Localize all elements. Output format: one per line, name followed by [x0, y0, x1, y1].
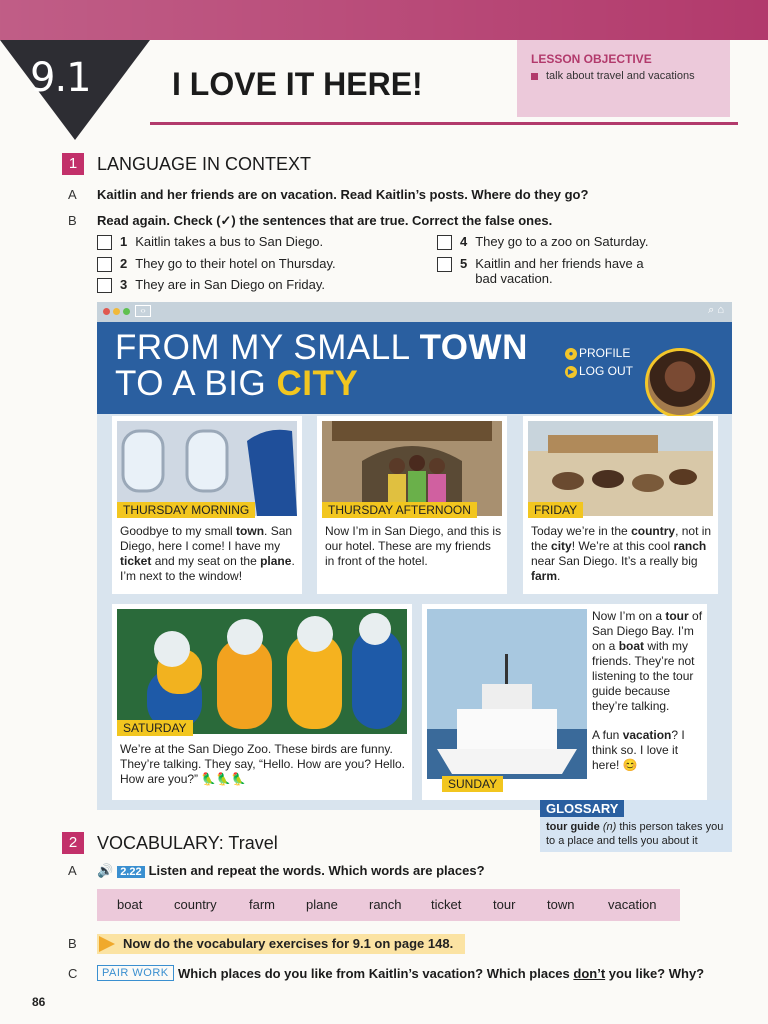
boat-photo [427, 609, 587, 779]
section-1-number: 1 [62, 153, 84, 175]
post-caption: THURSDAY AFTERNOON [322, 502, 477, 518]
post-card-thursday-morning [112, 416, 302, 594]
post-card-thursday-afternoon [317, 416, 507, 594]
checkbox-item-5[interactable]: 5 Kaitlin and her friends have a bad vacation. [437, 256, 667, 286]
parrot-emoji-icon: 🦜🦜🦜 [201, 772, 247, 786]
vocab-word: farm [249, 897, 275, 912]
top-color-band [0, 0, 768, 40]
lesson-number: 9.1 [30, 55, 91, 101]
vocab-word: tour [493, 897, 516, 912]
profile-icon: ● [565, 348, 577, 360]
post-card-sunday [422, 604, 707, 800]
section-2-title: VOCABULARY: Travel [97, 833, 278, 853]
post-caption: SUNDAY [442, 776, 503, 792]
browser-toolbar [97, 302, 732, 322]
header-divider [150, 122, 738, 125]
pair-work-label: PAIR WORK [97, 965, 174, 981]
checkbox[interactable] [437, 235, 452, 250]
nav-arrows-icon: ‹› [135, 305, 151, 317]
bullet-square-icon [531, 73, 538, 80]
arrow-icon [99, 936, 115, 952]
item-a-letter: A [68, 863, 77, 878]
checkbox[interactable] [437, 257, 452, 272]
item-b-letter: B [68, 213, 77, 228]
post-text: Now I’m on a tour of San Diego Bay. I’m on a boat with my friends. They’re not listening to the tour guide because they’re talking. [592, 609, 703, 713]
smile-emoji-icon: 😊 [622, 758, 638, 772]
minimize-dot-icon [113, 308, 120, 315]
objective-heading: LESSON OBJECTIVE [531, 52, 652, 66]
speaker-icon[interactable]: 🔊 [97, 863, 114, 878]
post-caption: THURSDAY MORNING [117, 502, 255, 518]
item-b-instruction: Read again. Check (✓) the sentences that are true. Correct the false ones. [97, 213, 553, 228]
section-1-title: LANGUAGE IN CONTEXT [97, 154, 312, 174]
lesson-objective-box [517, 40, 730, 117]
maximize-dot-icon [123, 308, 130, 315]
checkbox[interactable] [97, 235, 112, 250]
parrots-photo [117, 609, 407, 734]
checkbox-item-4[interactable]: 4 They go to a zoo on Saturday. [437, 234, 648, 250]
objective-item [531, 70, 716, 82]
search-home-icon: ⌕ ⌂ [708, 304, 724, 316]
blog-browser-window [97, 302, 732, 810]
vocab-word: ranch [369, 897, 402, 912]
item-a-letter: A [68, 187, 77, 202]
checkbox-item-3[interactable]: 3 They are in San Diego on Friday. [97, 277, 325, 293]
profile-link[interactable]: ● PROFILE [565, 346, 630, 360]
close-dot-icon [103, 308, 110, 315]
item-b-letter: B [68, 936, 77, 951]
blogger-avatar [645, 348, 715, 418]
page-title: I LOVE IT HERE! [172, 66, 423, 102]
post-text: We’re at the San Diego Zoo. These birds are funny. They’re talking. They say, “Hello. How are you? Hello. How are you?” 🦜🦜🦜 [120, 742, 406, 786]
objective-text: talk about travel and vacations [546, 70, 695, 82]
audio-track-badge[interactable]: 2.22 [117, 866, 144, 878]
vocab-word: country [174, 897, 217, 912]
vocab-word: vacation [608, 897, 657, 912]
post-text: Today we’re in the country, not in the city! We’re at this cool ranch near San Diego. It’s a really big farm. [531, 524, 712, 583]
checkbox[interactable] [97, 278, 112, 293]
page-number: 86 [32, 995, 46, 1009]
vocab-word: town [547, 897, 575, 912]
post-text: Now I’m in San Diego, and this is our hotel. These are my friends in front of the hotel. [325, 524, 502, 568]
logout-link[interactable]: ▶ LOG OUT [565, 364, 633, 378]
checkbox-item-2[interactable]: 2 They go to their hotel on Thursday. [97, 256, 336, 272]
post-caption: SATURDAY [117, 720, 193, 736]
vocabulary-word-bar [97, 889, 680, 921]
post-card-friday [523, 416, 718, 594]
exercise-reference-banner: Now do the vocabulary exercises for 9.1 on page 148. [97, 934, 465, 954]
item-a-instruction: Kaitlin and her friends are on vacation. Read Kaitlin’s posts. Where do they go? [97, 187, 589, 202]
post-text: Goodbye to my small town. San Diego, here I come! I have my ticket and my seat on the plane. I’m next to the window! [120, 524, 295, 583]
item-a-instruction: 🔊 2.22 Listen and repeat the words. Which words are places? [97, 863, 485, 878]
blog-title-line1: FROM MY SMALL TOWN [115, 328, 528, 367]
vocab-word: ticket [431, 897, 462, 912]
post-text-2: A fun vacation? I think so. I love it here! 😊 [592, 728, 685, 772]
post-caption: FRIDAY [528, 502, 583, 518]
post-card-saturday [112, 604, 412, 800]
section-2-number: 2 [62, 832, 84, 854]
item-c-letter: C [68, 966, 78, 981]
vocab-word: boat [117, 897, 143, 912]
blog-title-line2: TO A BIG CITY [115, 364, 359, 403]
checkbox-item-1[interactable]: 1 Kaitlin takes a bus to San Diego. [97, 234, 323, 250]
play-icon: ▶ [565, 366, 577, 378]
glossary-heading: GLOSSARY [540, 800, 624, 817]
blog-banner [97, 322, 732, 414]
glossary-text: tour guide (n) this person takes you to a place and tells you about it [546, 821, 724, 847]
vocab-word: plane [306, 897, 338, 912]
glossary-box [540, 800, 732, 852]
item-c-instruction: Which places do you like from Kaitlin’s vacation? Which places don’t you like? Why? [178, 966, 705, 981]
checkbox[interactable] [97, 257, 112, 272]
